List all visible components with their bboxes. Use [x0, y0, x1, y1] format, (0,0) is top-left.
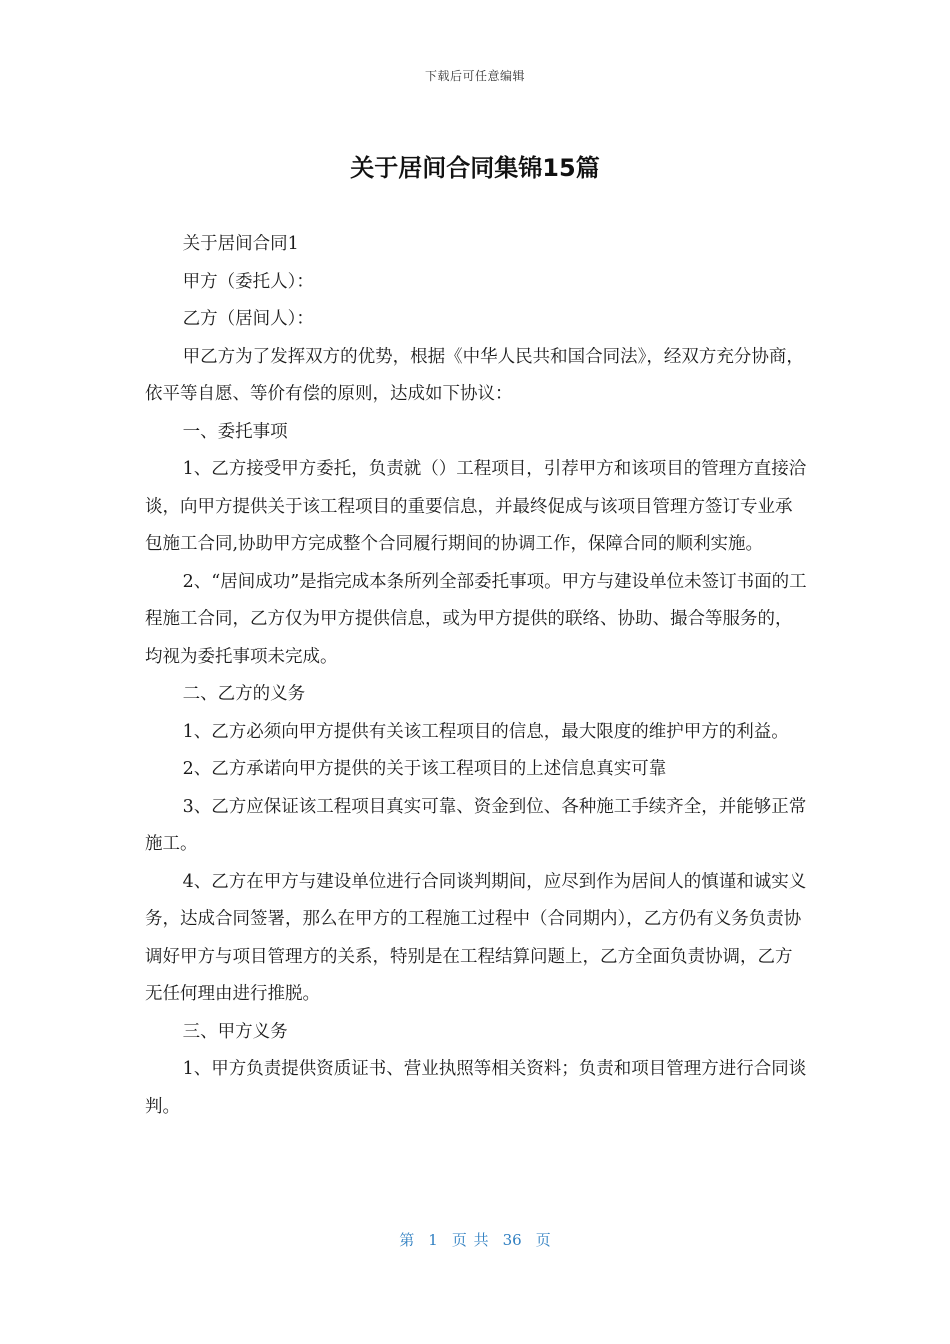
page-label-suffix: 页 [535, 1231, 551, 1249]
paragraph: 甲方（委托人）： [182, 271, 314, 292]
document-body [145, 226, 809, 1126]
paragraph: 乙方（居间人）： [182, 309, 314, 329]
paragraph: 关于居间合同1 [182, 234, 299, 254]
paragraph: 1、乙方接受甲方委托，负责就（）工程项目，引荐甲方和该项目的管理方直接洽谈，向甲方提供关于该工程项目的重要信息，并最终促成与该项目管理方签订专业承包施工合同,协助甲方完成整个合同履行期间的协调工作，保障合同的顺利实施。 [145, 459, 807, 554]
section-heading: 二、乙方的义务 [182, 684, 306, 704]
paragraph: 2、“居间成功”是指完成本条所列全部委托事项。甲方与建设单位未签订书面的工程施工合同，乙方仅为甲方提供信息，或为甲方提供的联络、协助、撮合等服务的，均视为委托事项未完成。 [145, 571, 807, 667]
paragraph: 3、乙方应保证该工程项目真实可靠、资金到位、各种施工手续齐全，并能够正常施工。 [145, 796, 807, 854]
header-note: 下载后可任意编辑 [424, 69, 525, 83]
paragraph: 4、乙方在甲方与建设单位进行合同谈判期间，应尽到作为居间人的慎谨和诚实义务，达成合同签署，那么在甲方的工程施工过程中（合同期内），乙方仍有义务负责协调好甲方与项目管理方的关系，特别是在工程结算问题上，乙方全面负责协调，乙方无任何理由进行推脱。 [145, 871, 807, 1004]
page-label-prefix: 第 [399, 1231, 415, 1249]
page-label-mid: 页 共 [451, 1231, 489, 1249]
paragraph: 1、甲方负责提供资质证书、营业执照等相关资料；负责和项目管理方进行合同谈判。 [145, 1059, 807, 1117]
paragraph: 1、乙方必须向甲方提供有关该工程项目的信息，最大限度的维护甲方的利益。 [182, 721, 789, 742]
paragraph: 2、乙方承诺向甲方提供的关于该工程项目的上述信息真实可靠 [182, 759, 667, 779]
paragraph: 甲乙方为了发挥双方的优势，根据《中华人民共和国合同法》，经双方充分协商，依平等自愿、等价有偿的原则，达成如下协议： [145, 346, 804, 404]
page-number: 1 [428, 1231, 438, 1249]
section-heading: 一、委托事项 [182, 421, 288, 442]
page-footer [0, 1229, 950, 1250]
section-heading: 三、甲方义务 [182, 1021, 288, 1042]
document-title: 关于居间合同集锦15篇 [350, 154, 600, 182]
total-pages: 36 [502, 1231, 522, 1249]
